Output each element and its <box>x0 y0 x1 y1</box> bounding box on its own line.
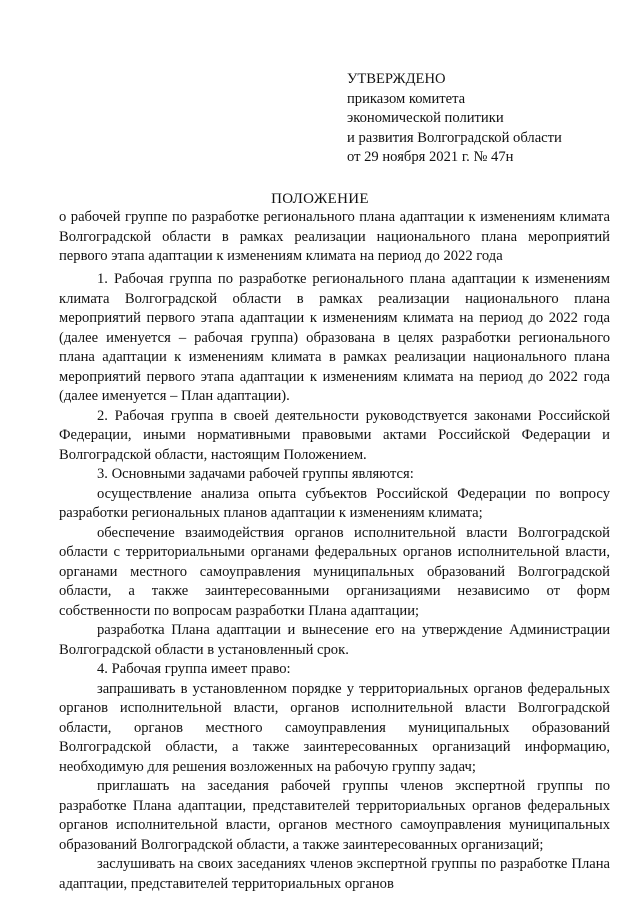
paragraph: приглашать на заседания рабочей группы членов экспертной группы по разработке Плана адаптации, представителей территориальных органов федеральных органов исполнительной власти, органов местного самоуправления муниципальных образований Волгоградской области, а также заинтересованных организаций; <box>59 778 610 853</box>
approval-line: и развития Волгоградской области <box>347 129 562 146</box>
approval-heading: УТВЕРЖДЕНО <box>347 71 446 87</box>
approval-line: приказом комитета <box>347 90 466 107</box>
approval-date-line: от 29 ноября 2021 г. № 47н <box>347 149 514 165</box>
paragraph: запрашивать в установленном порядке у территориальных органов федеральных органов исполнительной власти, органов исполнительной власти Волгоградской области, органов местного самоуправления муниципальных образований Волгоградской области, а также заинтересованных организаций информацию, необходимую для решения возложенных на рабочую группу задач; <box>59 680 610 775</box>
document-title: ПОЛОЖЕНИЕ <box>271 191 369 207</box>
paragraph: заслушивать на своих заседаниях членов экспертной группы по разработке Плана адаптации, представителей территориальных органов <box>59 856 610 892</box>
paragraph: 3. Основными задачами рабочей группы являются: <box>97 466 414 482</box>
approval-line: экономической политики <box>347 110 504 126</box>
approval-stamp <box>347 70 632 168</box>
subtitle-text: о рабочей группе по разработке регионального плана адаптации к изменениям климата Волгоградской области в рамках реализации национального плана мероприятий первого этапа адаптации к изменениям климата на период до 2022 года <box>59 209 610 264</box>
paragraph: разработка Плана адаптации и вынесение его на утверждение Администрации Волгоградской области в установленный срок. <box>59 622 610 658</box>
document-body <box>59 270 610 894</box>
paragraph: 4. Рабочая группа имеет право: <box>97 661 291 677</box>
paragraph: осуществление анализа опыта субъектов Российской Федерации по вопросу разработки региональных планов адаптации к изменениям климата; <box>59 485 610 521</box>
paragraph: обеспечение взаимодействия органов исполнительной власти Волгоградской области с территориальными органами федеральных органов исполнительной власти, органами местного самоуправления муниципальных образований Волгоградской области, а также заинтересованными организациями независимо от форм собственности по вопросам разработки Плана адаптации; <box>59 524 610 619</box>
document-subtitle <box>59 208 610 267</box>
paragraph: 1. Рабочая группа по разработке регионального плана адаптации к изменениям климата Волгоградской области в рамках реализации национального плана мероприятий первого этапа адаптации к изменениям климата на период до 2022 года (далее именуется – рабочая группа) образована в целях разработки регионального плана адаптации к изменениям климата в рамках реализации национального плана мероприятий первого этапа адаптации к изменениям климата на период до 2022 года (далее именуется – План адаптации). <box>59 271 610 404</box>
paragraph: 2. Рабочая группа в своей деятельности руководствуется законами Российской Федерации, иными нормативными правовыми актами Российской Федерации и Волгоградской области, настоящим Положением. <box>59 407 610 463</box>
